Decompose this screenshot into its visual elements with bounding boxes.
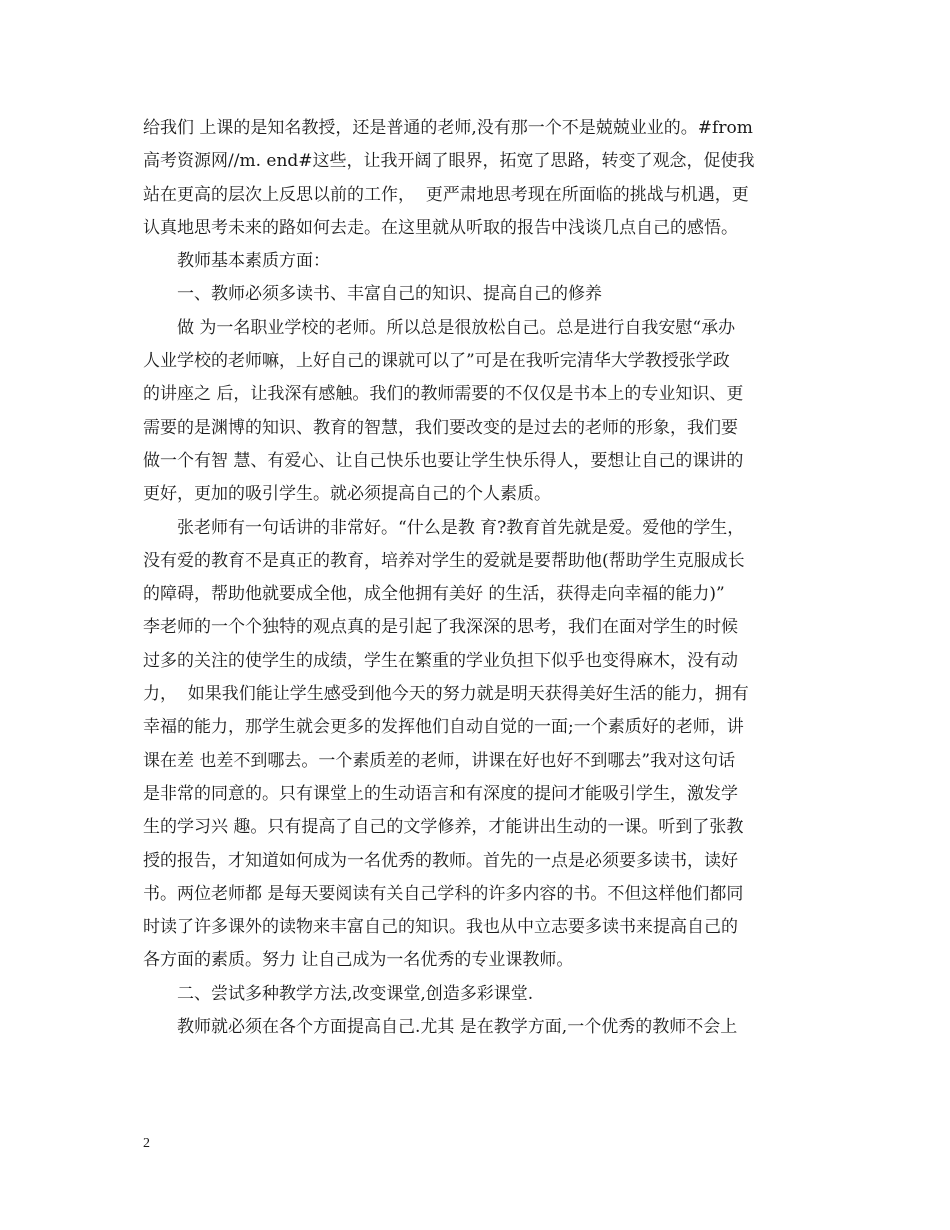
text-line: 是非常的同意的。只有课堂上的生动语言和有深度的提问才能吸引学生，激发学 — [143, 783, 738, 804]
text-line: 过多的关注的使学生的成绩，学生在繁重的学业负担下似乎也变得麻木，没有动 — [143, 650, 738, 671]
text-line: 张老师有一句话讲的非常好。“什么是教 育?教育首先就是爱。爱他的学生， — [177, 517, 745, 538]
text-line: 的障碍，帮助他就要成全他，成全他拥有美好 的生活，获得走向幸福的能力)” — [143, 584, 725, 605]
text-line: 生的学习兴 趣。只有提高了自己的文学修养，才能讲出生动的一课。听到了张教 — [143, 817, 744, 838]
text-line: 时读了许多课外的读物来丰富自己的知识。我也从中立志要多读书来提高自己的 — [143, 917, 738, 938]
text-line: 给我们 上课的是知名教授，还是普通的老师,没有那一个不是兢兢业业的。#from — [143, 118, 753, 138]
text-line: 高考资源网//m. end#这些，让我开阔了眼界，拓宽了思路，转变了观念，促使我 — [143, 151, 755, 172]
text-line: 教师就必须在各个方面提高自己.尤其 是在教学方面,一个优秀的教师不会上 — [177, 1017, 738, 1038]
text-line: 授的报告，才知道如何成为一名优秀的教师。首先的一点是必须要多读书，读好 — [143, 850, 738, 871]
page-number: 2 — [143, 1136, 150, 1151]
text-line: 做 为一名职业学校的老师。所以总是很放松自己。总是进行自我安慰“承办 — [177, 317, 736, 338]
document-body — [143, 112, 823, 1044]
text-line: 认真地思考未来的路如何去走。在这里就从听取的报告中浅谈几点自己的感悟。 — [143, 217, 738, 238]
text-line: 教师基本素质方面： — [177, 251, 330, 272]
text-line: 书。两位老师都 是每天要阅读有关自己学科的许多内容的书。不但这样他们都同 — [143, 883, 744, 904]
text-line: 的讲座之 后，让我深有感触。我们的教师需要的不仅仅是书本上的专业知识、更 — [143, 384, 744, 405]
text-line: 课在差 也差不到哪去。一个素质差的老师，讲课在好也好不到哪去”我对这句话 — [143, 750, 736, 771]
text-line: 二、尝试多种教学方法,改变课堂,创造多彩课堂. — [177, 983, 534, 1004]
text-line: 人业学校的老师嘛，上好自己的课就可以了”可是在我听完清华大学教授张学政 — [143, 351, 730, 372]
text-line: 没有爱的教育不是真正的教育，培养对学生的爱就是要帮助他(帮助学生克服成长 — [143, 550, 745, 571]
text-line: 更好，更加的吸引学生。就必须提高自己的个人素质。 — [143, 484, 551, 505]
text-line: 站在更高的层次上反思以前的工作， 更严肃地思考现在所面临的挑战与机遇，更 — [143, 184, 749, 205]
text-line: 一、教师必须多读书、丰富自己的知识、提高自己的修养 — [177, 284, 602, 305]
text-line: 李老师的一个个独特的观点真的是引起了我深深的思考，我们在面对学生的时候 — [143, 617, 738, 638]
text-line: 做一个有智 慧、有爱心、让自己快乐也要让学生快乐得人，要想让自己的课讲的 — [143, 450, 744, 471]
text-line: 幸福的能力，那学生就会更多的发挥他们自动自觉的一面;一个素质好的老师，讲 — [143, 717, 744, 738]
text-line: 力， 如果我们能让学生感受到他今天的努力就是明天获得美好生活的能力，拥有 — [143, 684, 749, 705]
text-line: 各方面的素质。努力 让自己成为一名优秀的专业课教师。 — [143, 950, 574, 971]
text-line: 需要的是渊博的知识、教育的智慧，我们要改变的是过去的老师的形象，我们要 — [143, 417, 738, 438]
